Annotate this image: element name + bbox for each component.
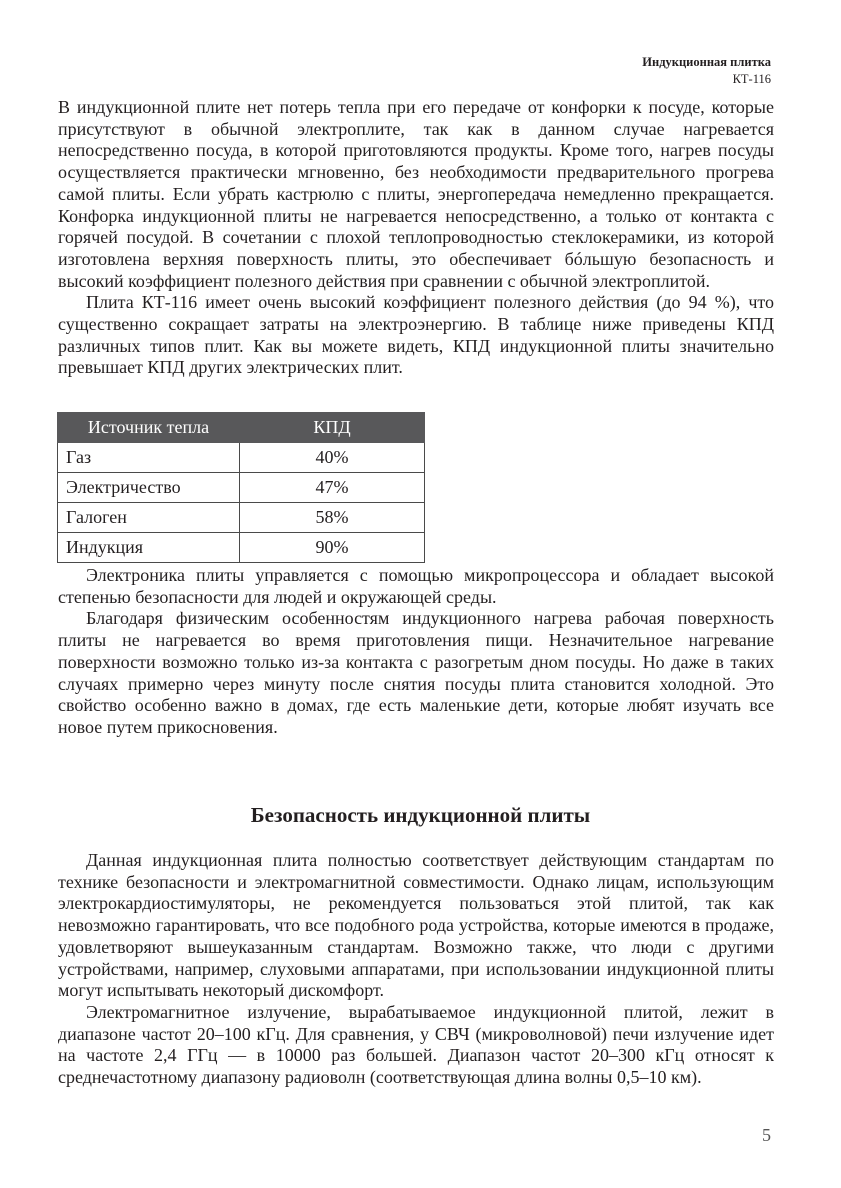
column-header-source: Источник тепла (58, 413, 240, 443)
heat-source-cell: Электричество (58, 473, 240, 503)
paragraph: Плита КТ-116 имеет очень высокий коэффициент полезного действия (до 94 %), что существенно сокращает затраты на электроэнергию. В таблице ниже приведены КПД различных типов плит. Как вы можете видеть, КПД индукционной плиты значительно превышает КПД других электрических плит. (58, 292, 774, 378)
paragraph: Электромагнитное излучение, вырабатываемое индукционной плитой, лежит в диапазоне частот 20–100 кГц. Для сравнения, у СВЧ (микроволновой) печи излучение идет на частоте 2,4 ГГц — в 10000 раз большей. Диапазон частот 20–300 кГц относят к среднечастотному диапазону радиоволн (соответствующая длина волны 0,5–10 км). (58, 1001, 774, 1088)
electronics-text (58, 565, 774, 739)
table-row (58, 503, 425, 533)
heat-source-cell: Галоген (58, 503, 240, 533)
efficiency-cell: 58% (240, 503, 425, 533)
paragraph: В индукционной плите нет потерь тепла при его передаче от конфорки к посуде, которые присутствуют в обычной электроплите, так как в данном случае нагревается непосредственно посуда, в которой приготовляются продукты. Кроме того, нагрев посуды осуществляется практически мгновенно, без необходимости предварительного прогрева самой плиты. Если убрать кастрюлю с плиты, энергопередача немедленно прекращается. Конфорка индукционной плиты не нагревается непосредственно, а только от контакта с горячей посудой. В сочетании с плохой теплопроводностью стеклокерамики, из которой изготовлена верхняя поверхность плиты, это обеспечивает бóльшую безопасность и высокий коэффициент полезного действия при сравнении с обычной электроплитой. (58, 97, 774, 291)
paragraph: Благодаря физическим особенностям индукционного нагрева рабочая поверхность плиты не нагревается во время приготовления пищи. Незначительное нагревание поверхности возможно только из-за контакта с разогретым дном посуды. Но даже в таких случаях примерно через минуту после снятия посуды плита становится холодной. Это свойство особенно важно в домах, где есть маленькие дети, которые любят изучать все новое путем прикосновения. (58, 608, 774, 737)
column-header-efficiency: КПД (240, 413, 425, 443)
efficiency-table (57, 412, 425, 563)
paragraph: Данная индукционная плита полностью соответствует действующим стандартам по технике безопасности и электромагнитной совместимости. Однако лицам, использующим электрокардиостимуляторы, не рекомендуется пользоваться этой плитой, так как невозможно гарантировать, что все подобного рода устройства, которые имеются в продаже, удовлетворяют вышеуказанным стандартам. Возможно также, что люди с другими устройствами, например, слуховыми аппаратами, при использовании индукционной плиты могут испытывать некоторый дискомфорт. (58, 850, 774, 1001)
section-heading: Безопасность индукционной плиты (250, 803, 591, 827)
header-title: Индукционная плитка (642, 55, 771, 69)
table-row (58, 473, 425, 503)
heat-source-cell: Газ (58, 443, 240, 473)
efficiency-cell: 47% (240, 473, 425, 503)
efficiency-cell: 90% (240, 533, 425, 563)
page-number: 5 (762, 1125, 771, 1145)
intro-text (58, 97, 774, 379)
table-row (58, 443, 425, 473)
table-header-row (58, 413, 425, 443)
efficiency-cell: 40% (240, 443, 425, 473)
table-row (58, 533, 425, 563)
running-header (642, 54, 771, 88)
header-model: КТ-116 (732, 72, 771, 86)
paragraph: Электроника плиты управляется с помощью микропроцессора и обладает высокой степенью безопасности для людей и окружающей среды. (58, 565, 774, 607)
safety-text (58, 850, 774, 1089)
heat-source-cell: Индукция (58, 533, 240, 563)
